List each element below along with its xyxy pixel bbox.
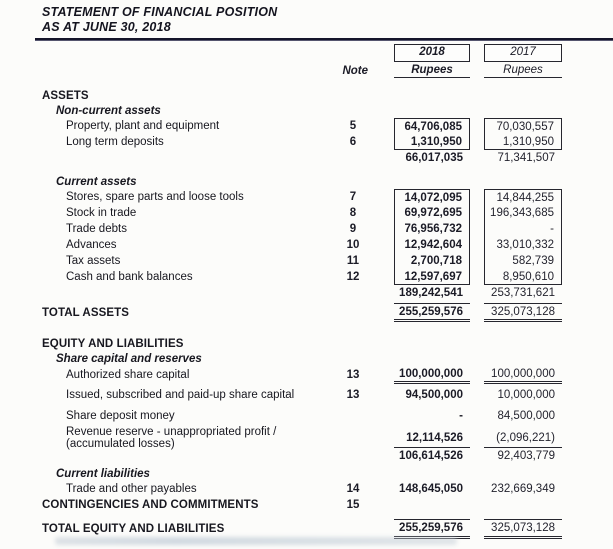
value-2018: - [459, 409, 463, 422]
total-label: TOTAL ASSETS [42, 306, 130, 319]
unit-label-2018: Rupees [394, 62, 470, 78]
note-ref: 15 [346, 499, 360, 511]
value-2017: 8,950,610 [484, 269, 562, 285]
row-label: Authorized share capital [66, 369, 190, 381]
header-rule [35, 38, 613, 41]
row-issued-share-capital [42, 384, 562, 405]
note-ref: 10 [346, 239, 360, 251]
note-ref: 13 [346, 369, 360, 381]
row-authorized-share-capital [42, 366, 562, 384]
row-long-term-deposits [42, 134, 562, 150]
value-2017: 1,310,950 [484, 134, 562, 150]
row-label: CONTINGENCIES AND COMMITMENTS [42, 499, 259, 511]
note-ref: 9 [349, 223, 357, 235]
subtotal-2017: 71,341,507 [497, 152, 555, 164]
subtotal-2018: 189,242,541 [399, 287, 463, 299]
value-2017: 10,000,000 [497, 388, 555, 401]
row-label: Share deposit money [66, 409, 175, 422]
value-2017: 582,739 [484, 253, 562, 269]
subtotal-2017: 253,731,621 [491, 287, 555, 299]
section-label: ASSETS [42, 89, 89, 102]
note-ref: 5 [349, 120, 357, 132]
value-2018: 69,972,695 [394, 205, 470, 221]
note-ref: 7 [349, 191, 357, 203]
value-2018: 1,310,950 [394, 134, 470, 150]
spacer [42, 166, 613, 174]
total-2017: 325,073,128 [484, 519, 562, 539]
subsection-current-liabilities [42, 466, 562, 481]
value-2017: 100,000,000 [484, 366, 562, 384]
row-revenue-reserve [42, 426, 562, 450]
row-property-plant-equipment [42, 118, 562, 134]
row-label: Stores, spare parts and loose tools [66, 191, 244, 203]
value-2018: 12,942,604 [394, 237, 470, 253]
total-2017: 325,073,128 [484, 303, 562, 322]
column-header-note: Note [342, 65, 368, 77]
row-label: Trade debts [66, 223, 127, 235]
row-share-deposit-money [42, 405, 562, 426]
note-ref: 12 [346, 271, 360, 283]
value-2017: 70,030,557 [484, 118, 562, 134]
row-label: Revenue reserve - unappropriated profit / (accumulated losses) [66, 426, 277, 450]
value-2017: 232,669,349 [491, 483, 555, 495]
document-subtitle: AS AT JUNE 30, 2018 [42, 20, 171, 34]
value-2017: (2,096,221) [496, 432, 555, 444]
value-2018: 12,597,697 [394, 269, 470, 285]
section-label: EQUITY AND LIABILITIES [42, 337, 184, 350]
value-2018: 94,500,000 [405, 388, 463, 401]
column-header-2018: 2018 [394, 44, 470, 62]
row-current-subtotal [42, 285, 562, 301]
row-label: Tax assets [66, 255, 121, 267]
row-stock-in-trade [42, 205, 562, 221]
subsection-label: Non-current assets [56, 104, 161, 117]
row-label: Issued, subscribed and paid-up share capital [66, 388, 295, 401]
total-2018: 255,259,576 [394, 519, 470, 539]
row-trade-debts [42, 221, 562, 237]
subtotal-2018: 66,017,035 [405, 152, 463, 164]
subsection-label: Current liabilities [56, 467, 150, 480]
note-ref: 11 [346, 255, 360, 267]
section-equity-liabilities [42, 336, 562, 351]
note-ref: 8 [349, 207, 357, 219]
subtotal-2018: 106,614,526 [394, 447, 470, 464]
section-assets [42, 88, 562, 103]
row-trade-other-payables [42, 481, 562, 497]
column-header-units [42, 62, 562, 78]
row-contingencies-commitments [42, 497, 562, 513]
subtotal-2017: 92,403,779 [484, 447, 562, 464]
row-cash-bank-balances [42, 269, 562, 285]
value-2017: 33,010,332 [484, 237, 562, 253]
value-2017: - [484, 221, 562, 237]
column-header-2017: 2017 [484, 44, 562, 62]
document-title: STATEMENT OF FINANCIAL POSITION [42, 5, 278, 19]
subsection-current-assets [42, 174, 562, 189]
value-2018: 64,706,085 [394, 118, 470, 134]
row-label: Long term deposits [66, 136, 164, 148]
row-advances [42, 237, 562, 253]
subsection-label: Current assets [56, 175, 137, 188]
subsection-label: Share capital and reserves [56, 352, 202, 365]
note-ref: 6 [349, 136, 357, 148]
row-noncurrent-subtotal [42, 150, 562, 166]
value-2018: 76,956,732 [394, 221, 470, 237]
row-label: Property, plant and equipment [66, 120, 220, 132]
note-ref: 13 [346, 388, 360, 401]
row-label: Cash and bank balances [66, 271, 193, 283]
total-label: TOTAL EQUITY AND LIABILITIES [42, 523, 225, 535]
value-2018: 2,700,718 [394, 253, 470, 269]
value-2018: 14,072,095 [394, 189, 470, 205]
value-2017: 196,343,685 [484, 205, 562, 221]
scan-artifact [55, 537, 457, 545]
row-label: Advances [66, 239, 117, 251]
row-total-equity-liabilities [42, 519, 562, 539]
note-ref: 14 [346, 483, 360, 495]
value-2018: 148,645,050 [399, 483, 463, 495]
row-label: Trade and other payables [66, 483, 197, 495]
row-label: Stock in trade [66, 207, 137, 219]
value-2018: 100,000,000 [394, 366, 470, 384]
subsection-share-capital [42, 351, 562, 366]
row-tax-assets [42, 253, 562, 269]
row-total-assets [42, 303, 562, 322]
value-2017: 14,844,255 [484, 189, 562, 205]
subsection-noncurrent-assets [42, 103, 562, 118]
column-header-years [42, 44, 562, 62]
total-2018: 255,259,576 [394, 303, 470, 322]
value-2017: 84,500,000 [497, 409, 555, 422]
row-stores-spare-parts [42, 189, 562, 205]
value-2018: 12,114,526 [406, 432, 463, 444]
unit-label-2017: Rupees [484, 62, 562, 78]
